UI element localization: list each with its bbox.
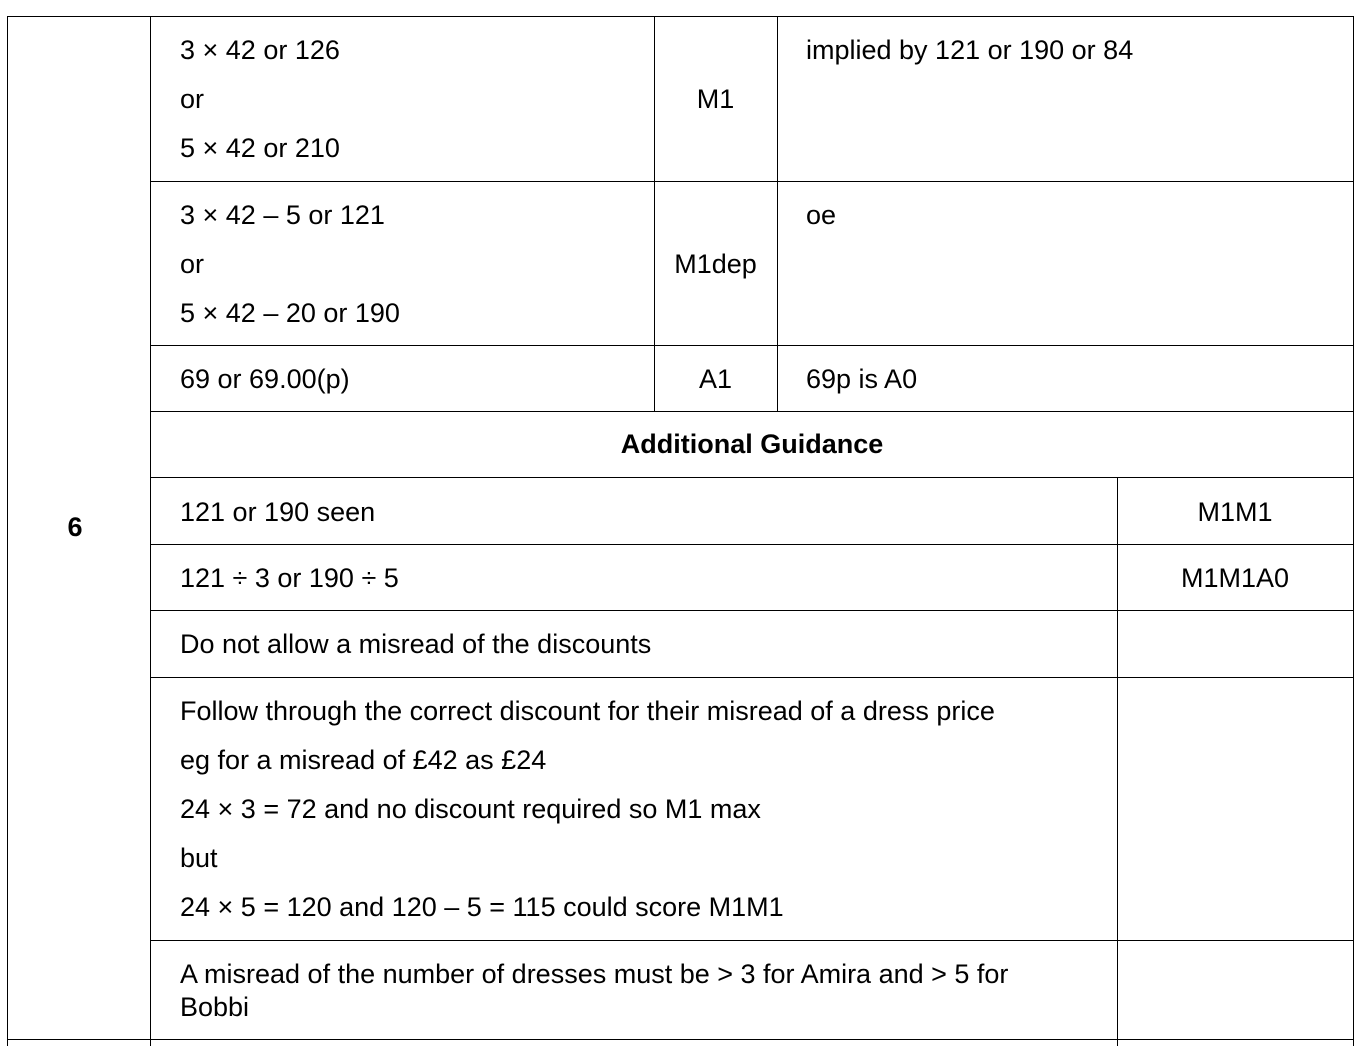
working-line: or [180,84,205,114]
guidance-text: A misread of the number of dresses must be > 3 for Amira and > 5 for [180,959,1009,989]
working-line: 3 × 42 or 126 [180,35,340,65]
working-line: 3 × 42 – 5 or 121 [180,200,385,230]
guidance-text: Bobbi [180,992,250,1022]
mark-column-divider-left [654,16,655,412]
mark-column-divider-right [777,16,778,412]
question-column-divider [150,16,151,1046]
guidance-text: Do not allow a misread of the discounts [180,629,652,659]
table-border-top [7,16,1354,17]
mark-value: A1 [698,364,733,394]
guidance-text: but [180,843,218,873]
guidance-row-divider-3 [150,677,1354,678]
guidance-row-divider-1 [150,544,1354,545]
guidance-text: 121 or 190 seen [180,497,376,527]
row-divider-1 [150,181,1354,182]
question-number: 6 [67,512,83,542]
working-line: 5 × 42 or 210 [180,133,340,163]
working-line: 69 or 69.00(p) [180,364,350,394]
guidance-text: eg for a misread of £42 as £24 [180,745,547,775]
table-border-bottom [7,1039,1354,1040]
guidance-mark: M1M1A0 [1180,563,1290,593]
row-divider-2 [150,345,1354,346]
working-line: 5 × 42 – 20 or 190 [180,298,400,328]
guidance-row-divider-2 [150,610,1354,611]
comment-text: implied by 121 or 190 or 84 [806,35,1134,65]
guidance-row-divider-4 [150,940,1354,941]
guidance-heading: Additional Guidance [620,429,884,459]
row-divider-3 [150,411,1354,412]
working-line: or [180,249,205,279]
guidance-text: 121 ÷ 3 or 190 ÷ 5 [180,563,399,593]
guidance-text: 24 × 3 = 72 and no discount required so M1 max [180,794,761,824]
guidance-text: 24 × 5 = 120 and 120 – 5 = 115 could score M1M1 [180,892,784,922]
mark-value: M1 [696,84,735,114]
guidance-mark: M1M1 [1197,497,1273,527]
guidance-text: Follow through the correct discount for their misread of a dress price [180,696,995,726]
mark-value: M1dep [674,249,757,279]
comment-text: oe [806,200,837,230]
guidance-header-divider [150,477,1354,478]
comment-text: 69p is A0 [806,364,918,394]
table-border-right [1353,16,1354,1046]
